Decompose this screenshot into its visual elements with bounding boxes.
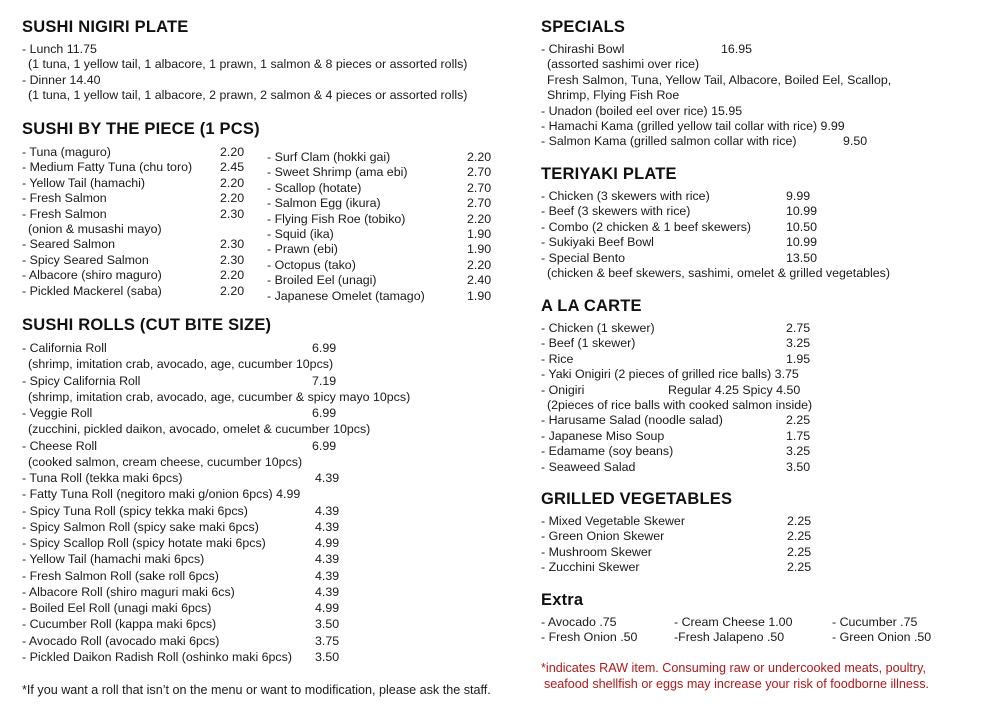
extra-title: Extra xyxy=(541,591,584,609)
piece-b-item xyxy=(267,242,492,257)
piece-a-item-price: 2.20 xyxy=(220,175,245,190)
piece-b-item-text: - Octopus (tako) xyxy=(267,257,356,272)
rolls-item-text: - Spicy Scallop Roll (spicy hotate maki 6pcs) xyxy=(22,536,266,550)
teriyaki-item-price: 9.99 xyxy=(786,189,811,203)
alacarte-item xyxy=(541,413,811,428)
alacarte-item xyxy=(541,336,811,351)
piece-a-item xyxy=(22,206,245,222)
piece-title: SUSHI BY THE PIECE (1 PCS) xyxy=(22,120,260,138)
extra-item: -Fresh Jalapeno .50 xyxy=(674,630,785,645)
extra-item: - Green Onion .50 xyxy=(832,630,932,645)
piece-a-item xyxy=(22,237,245,252)
specials-item xyxy=(541,134,868,149)
teriyaki-item-price: 10.50 xyxy=(786,219,818,234)
rolls-item-price: 4.39 xyxy=(315,584,340,599)
piece-b-item-price: 2.20 xyxy=(467,211,492,226)
rolls-item-text: - Spicy Salmon Roll (spicy sake maki 6pcs) xyxy=(22,519,259,534)
nigiri-item-text: (1 tuna, 1 yellow tail, 1 albacore, 1 prawn, 1 salmon & 8 pieces or assorted rolls) xyxy=(28,57,468,72)
nigiri-title: SUSHI NIGIRI PLATE xyxy=(22,18,189,36)
rolls-item xyxy=(22,390,410,405)
teriyaki-item-text: - Special Bento xyxy=(541,250,626,265)
rolls-item-text: - Avocado Roll (avocado maki 6pcs) xyxy=(22,633,220,648)
extra-item: - Avocado .75 xyxy=(541,615,617,629)
piece-b-item xyxy=(267,150,492,165)
piece-b-item-price: 1.90 xyxy=(467,288,492,303)
grilled-item xyxy=(541,514,812,529)
specials-item xyxy=(541,88,679,103)
piece-b-item-text: - Scallop (hotate) xyxy=(267,180,362,195)
rolls-item xyxy=(22,584,340,600)
rolls-item xyxy=(22,471,340,486)
piece-a-item-price: 2.30 xyxy=(220,237,245,252)
nigiri-item xyxy=(22,42,97,57)
piece-b-item-price: 2.20 xyxy=(467,257,492,272)
nigiri-item-text: - Lunch 11.75 xyxy=(22,42,97,56)
rolls-item-text: - Cucumber Roll (kappa maki 6pcs) xyxy=(22,617,217,632)
piece-a-item-price: 2.20 xyxy=(220,191,245,206)
rolls-item-price: 6.99 xyxy=(312,406,337,420)
rolls-item-text: - Veggie Roll xyxy=(22,406,93,420)
grilled-item-price: 2.25 xyxy=(787,529,812,544)
piece-a-item-text: (onion & musashi mayo) xyxy=(28,222,162,236)
specials-item-price: 16.95 xyxy=(721,42,753,56)
alacarte-item xyxy=(541,367,799,382)
specials-item xyxy=(541,73,891,88)
teriyaki-item-price: 10.99 xyxy=(786,235,818,250)
teriyaki-item xyxy=(541,219,818,235)
piece-b-item-text: - Surf Clam (hokki gai) xyxy=(267,150,391,164)
piece-a-item xyxy=(22,222,162,237)
alacarte-item xyxy=(541,444,811,459)
piece-a-item-price: 2.20 xyxy=(220,145,245,159)
specials-item xyxy=(541,104,742,119)
piece-a-item xyxy=(22,252,245,268)
rolls-item xyxy=(22,422,370,437)
piece-b-item-price: 2.70 xyxy=(467,165,492,180)
rolls-item-price: 4.39 xyxy=(315,552,340,567)
piece-a-item xyxy=(22,268,245,283)
grilled-item xyxy=(541,544,812,560)
rolls-item xyxy=(22,568,340,584)
rolls-item-text: - Fresh Salmon Roll (sake roll 6pcs) xyxy=(22,568,219,583)
piece-b-item-price: 1.90 xyxy=(467,242,492,257)
piece-b-item xyxy=(267,227,492,242)
piece-a-item-price: 2.30 xyxy=(220,206,245,221)
alacarte-item-price: 3.50 xyxy=(786,459,811,474)
alacarte-item-price: 3.25 xyxy=(786,336,811,351)
rolls-item-price: 7.19 xyxy=(312,373,337,388)
piece-b-item-price: 2.70 xyxy=(467,196,492,211)
rolls-item-price: 4.39 xyxy=(315,471,340,485)
alacarte-item xyxy=(541,428,811,444)
alacarte-item xyxy=(541,321,811,336)
alacarte-item xyxy=(541,459,811,475)
rolls-item-text: - California Roll xyxy=(22,341,107,355)
rolls-item-price: 3.50 xyxy=(315,649,340,664)
rolls-title: SUSHI ROLLS (CUT BITE SIZE) xyxy=(22,316,272,334)
teriyaki-item-text: (chicken & beef skewers, sashimi, omelet & grilled vegetables) xyxy=(547,266,890,280)
piece-b-item-text: - Sweet Shrimp (ama ebi) xyxy=(267,165,408,180)
alacarte-item-text: - Chicken (1 skewer) xyxy=(541,321,655,335)
teriyaki-item-price: 13.50 xyxy=(786,250,818,265)
piece-a-item xyxy=(22,283,245,299)
grilled-title: GRILLED VEGETABLES xyxy=(541,490,733,508)
alacarte-item xyxy=(541,398,812,413)
grilled-item-price: 2.25 xyxy=(787,560,812,575)
piece-b-item-price: 1.90 xyxy=(467,227,492,241)
rolls-item xyxy=(22,455,302,470)
alacarte-item-text: - Yaki Onigiri (2 pieces of grilled rice balls) 3.75 xyxy=(541,367,799,382)
rolls-item-price: 4.39 xyxy=(315,568,340,583)
piece-b-item xyxy=(267,180,492,196)
rolls-item xyxy=(22,438,337,454)
rolls-item xyxy=(22,357,333,372)
rolls-item xyxy=(22,552,340,567)
piece-b-item-price: 2.20 xyxy=(467,150,492,164)
alacarte-item-text: - Onigiri xyxy=(541,382,585,397)
piece-a-item-text: - Medium Fatty Tuna (chu toro) xyxy=(22,160,193,175)
rolls-item xyxy=(22,341,337,356)
specials-item-text: Shrimp, Flying Fish Roe xyxy=(547,88,680,103)
specials-item-text: - Salmon Kama (grilled salmon collar with rice) xyxy=(541,134,797,149)
alacarte-item-text: - Japanese Miso Soup xyxy=(541,428,665,443)
teriyaki-item-text: - Chicken (3 skewers with rice) xyxy=(541,189,710,203)
rolls-item-text: (cooked salmon, cream cheese, cucumber 10pcs) xyxy=(28,454,303,469)
grilled-item xyxy=(541,560,812,575)
grilled-item-text: - Zucchini Skewer xyxy=(541,560,640,575)
extra-item: - Cucumber .75 xyxy=(832,615,918,629)
alacarte-item-price: 2.75 xyxy=(786,321,811,335)
alacarte-item xyxy=(541,351,811,367)
piece-a-item-text: - Seared Salmon xyxy=(22,237,115,252)
alacarte-item-price: 1.95 xyxy=(786,351,811,366)
rolls-item-text: - Tuna Roll (tekka maki 6pcs) xyxy=(22,471,183,485)
extra-item: - Cream Cheese 1.00 xyxy=(674,615,793,629)
alacarte-item xyxy=(541,382,801,398)
specials-item-text: - Hamachi Kama (grilled yellow tail collar with rice) 9.99 xyxy=(541,119,845,133)
piece-b-item-text: - Prawn (ebi) xyxy=(267,242,338,257)
grilled-item xyxy=(541,529,812,544)
rolls-item-text: (shrimp, imitation crab, avocado, age, cucumber & spicy mayo 10pcs) xyxy=(28,389,411,404)
custom-roll-note: *If you want a roll that isn’t on the menu or want to modification, please ask the staff. xyxy=(22,683,491,697)
alacarte-item-price: Regular 4.25 Spicy 4.50 xyxy=(668,382,801,397)
teriyaki-item-text: - Sukiyaki Beef Bowl xyxy=(541,235,654,250)
specials-item-price: 9.50 xyxy=(843,134,868,149)
alacarte-item-text: - Beef (1 skewer) xyxy=(541,336,636,351)
teriyaki-item xyxy=(541,189,811,204)
rolls-item-price: 4.39 xyxy=(315,503,340,518)
rolls-item xyxy=(22,536,340,551)
rolls-item xyxy=(22,633,340,649)
grilled-item-price: 2.25 xyxy=(787,544,812,559)
piece-a-item-price: 2.45 xyxy=(220,160,245,175)
teriyaki-item-price: 10.99 xyxy=(786,204,818,219)
specials-item xyxy=(541,57,699,72)
piece-a-item-text: - Spicy Seared Salmon xyxy=(22,252,149,267)
piece-b-item xyxy=(267,257,492,273)
nigiri-item xyxy=(22,73,101,88)
alacarte-title: A LA CARTE xyxy=(541,297,642,315)
rolls-item-price: 4.39 xyxy=(315,519,340,534)
piece-b-item-text: - Flying Fish Roe (tobiko) xyxy=(267,211,406,226)
rolls-item xyxy=(22,487,300,502)
specials-item-text: (assorted sashimi over rice) xyxy=(547,57,700,72)
rolls-item-price: 3.50 xyxy=(315,617,340,632)
grilled-item-text: - Mushroom Skewer xyxy=(541,544,652,559)
piece-b-item-text: - Japanese Omelet (tamago) xyxy=(267,288,425,303)
alacarte-item-text: - Edamame (soy beans) xyxy=(541,444,674,459)
piece-a-item xyxy=(22,160,245,175)
rolls-item xyxy=(22,617,340,632)
piece-a-item-text: - Pickled Mackerel (saba) xyxy=(22,283,162,298)
piece-a-item xyxy=(22,145,245,160)
specials-item xyxy=(541,42,753,57)
rolls-item-price: 3.75 xyxy=(315,633,340,648)
rolls-item-price: 4.99 xyxy=(315,536,340,550)
rolls-item xyxy=(22,601,340,616)
piece-b-item-text: - Broiled Eel (unagi) xyxy=(267,273,377,288)
teriyaki-title: TERIYAKI PLATE xyxy=(541,165,677,183)
raw-warning-line: *indicates RAW item. Consuming raw or undercooked meats, poultry, xyxy=(541,661,926,675)
piece-a-item-text: - Fresh Salmon xyxy=(22,206,107,221)
alacarte-item-price: 2.25 xyxy=(786,413,811,428)
piece-b-item-price: 2.40 xyxy=(467,273,492,288)
rolls-item xyxy=(22,503,340,519)
nigiri-item xyxy=(22,88,467,103)
piece-a-item-price: 2.20 xyxy=(220,268,245,283)
specials-title: SPECIALS xyxy=(541,18,626,36)
piece-a-item-text: - Yellow Tail (hamachi) xyxy=(22,175,146,190)
rolls-item xyxy=(22,406,337,421)
grilled-item-text: - Green Onion Skewer xyxy=(541,529,665,544)
rolls-item-price: 6.99 xyxy=(312,341,337,355)
piece-a-item-text: - Tuna (maguro) xyxy=(22,145,111,159)
extra-item: - Fresh Onion .50 xyxy=(541,630,638,645)
rolls-item xyxy=(22,373,337,389)
grilled-item-price: 2.25 xyxy=(787,514,812,528)
rolls-item-text: - Spicy Tuna Roll (spicy tekka maki 6pcs) xyxy=(22,503,248,518)
grilled-item-text: - Mixed Vegetable Skewer xyxy=(541,514,685,528)
piece-b-item-price: 2.70 xyxy=(467,180,492,195)
rolls-item-text: - Albacore Roll (shiro maguri maki 6cs) xyxy=(22,584,235,599)
teriyaki-item xyxy=(541,266,890,281)
alacarte-item-price: 3.25 xyxy=(786,444,811,459)
teriyaki-item-text: - Beef (3 skewers with rice) xyxy=(541,204,691,219)
alacarte-item-text: - Harusame Salad (noodle salad) xyxy=(541,413,723,428)
nigiri-item-text: (1 tuna, 1 yellow tail, 1 albacore, 2 prawn, 2 salmon & 4 pieces or assorted rolls) xyxy=(28,88,468,103)
piece-b-item xyxy=(267,165,492,180)
piece-a-item xyxy=(22,191,245,206)
rolls-item-text: - Spicy California Roll xyxy=(22,373,141,388)
piece-b-item xyxy=(267,196,492,211)
piece-b-item xyxy=(267,288,492,304)
specials-item-text: - Unadon (boiled eel over rice) 15.95 xyxy=(541,103,743,118)
alacarte-item-price: 1.75 xyxy=(786,428,811,443)
piece-a-item-text: - Fresh Salmon xyxy=(22,191,107,206)
teriyaki-item xyxy=(541,235,818,250)
rolls-item-price: 4.99 xyxy=(315,601,340,615)
piece-b-item xyxy=(267,273,492,288)
piece-a-item xyxy=(22,175,245,191)
rolls-item-text: - Yellow Tail (hamachi maki 6pcs) xyxy=(22,552,205,567)
piece-a-item-text: - Albacore (shiro maguro) xyxy=(22,268,162,283)
teriyaki-item xyxy=(541,204,818,219)
piece-b-item-text: - Salmon Egg (ikura) xyxy=(267,196,381,211)
nigiri-item-text: - Dinner 14.40 xyxy=(22,72,101,87)
piece-b-item-text: - Squid (ika) xyxy=(267,227,334,241)
teriyaki-item xyxy=(541,250,818,266)
raw-warning-line: seafood shellfish or eggs may increase your risk of foodborne illness. xyxy=(544,677,930,691)
piece-a-item-price: 2.30 xyxy=(220,252,245,267)
rolls-item xyxy=(22,649,340,665)
rolls-item-text: - Boiled Eel Roll (unagi maki 6pcs) xyxy=(22,601,212,615)
specials-item-text: - Chirashi Bowl xyxy=(541,42,625,56)
teriyaki-item-text: - Combo (2 chicken & 1 beef skewers) xyxy=(541,219,752,234)
rolls-item-text: - Pickled Daikon Radish Roll (oshinko maki 6pcs) xyxy=(22,649,292,664)
rolls-item-text: - Cheese Roll xyxy=(22,438,98,453)
rolls-item xyxy=(22,519,340,535)
alacarte-item-text: (2pieces of rice balls with cooked salmon inside) xyxy=(547,398,813,412)
rolls-item-price: 6.99 xyxy=(312,438,337,453)
rolls-item-text: (zucchini, pickled daikon, avocado, omelet & cucumber 10pcs) xyxy=(28,422,371,437)
specials-item xyxy=(541,119,845,134)
piece-a-item-price: 2.20 xyxy=(220,283,245,298)
specials-item-text: Fresh Salmon, Tuna, Yellow Tail, Albacore, Boiled Eel, Scallop, xyxy=(547,72,892,87)
rolls-item-text: - Fatty Tuna Roll (negitoro maki g/onion 6pcs) 4.99 xyxy=(22,487,301,502)
piece-b-item xyxy=(267,211,492,227)
alacarte-item-text: - Seaweed Salad xyxy=(541,459,636,474)
rolls-item-text: (shrimp, imitation crab, avocado, age, cucumber 10pcs) xyxy=(28,357,334,372)
alacarte-item-text: - Rice xyxy=(541,351,574,366)
nigiri-item xyxy=(22,57,467,72)
